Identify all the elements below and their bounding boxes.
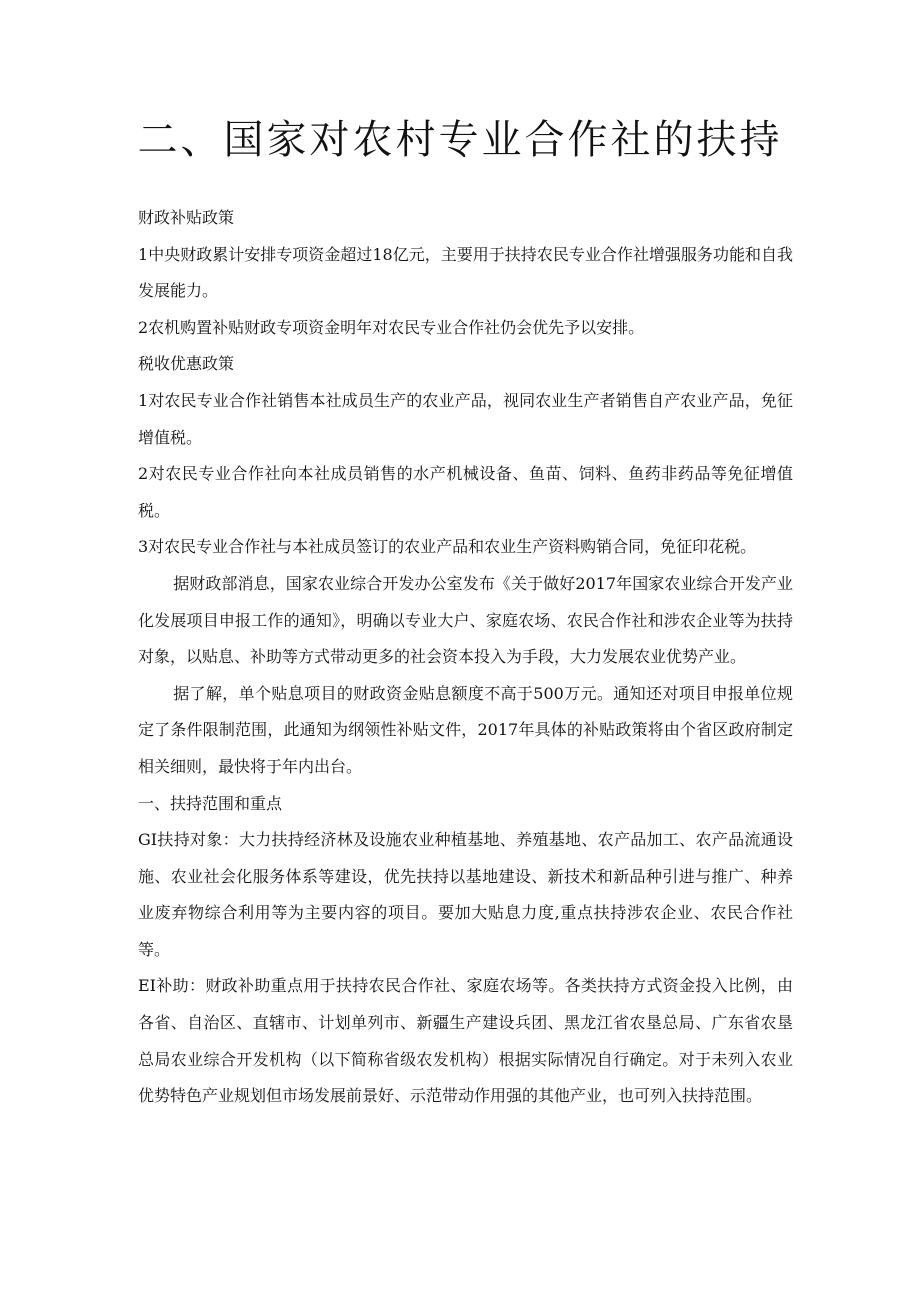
paragraph-vat-exemption-products: 1对农民专业合作社销售本社成员生产的农业产品，视同农业生产者销售自产农业产品，免征增值税。: [138, 390, 793, 447]
paragraph-support-targets: GI扶持对象：大力扶持经济林及设施农业种植基地、养殖基地、农产品加工、农产品流通设施、农业社会化服务体系等建设，优先扶持以基地建设、新技术和新品种引进与推广、种养业废弃物综合利用等为主要内容的项目。要加大贴息力度,重点扶持涉农企业、农民合作社等。: [138, 830, 793, 959]
paragraph-central-finance-funds: 1中央财政累计安排专项资金超过18亿元，主要用于扶持农民专业合作社增强服务功能和自我发展能力。: [138, 244, 793, 301]
paragraph-interest-subsidy-limit: 据了解，单个贴息项目的财政资金贴息额度不高于500万元。通知还对项目申报单位规定了条件限制范围，此通知为纲领性补贴文件，2017年具体的补贴政策将由个省区政府制定相关细则，最快将于年内出台。: [138, 683, 793, 776]
heading-support-scope: 一、扶持范围和重点: [138, 793, 283, 813]
document-body: [138, 200, 793, 1115]
paragraph-machinery-subsidy: 2农机购置补贴财政专项资金明年对农民专业合作社仍会优先予以安排。: [138, 317, 645, 337]
paragraph-vat-exemption-equipment: 2对农民专业合作社向本社成员销售的水产机械设备、鱼苗、饲料、鱼药非药品等免征增值税。: [138, 464, 793, 520]
heading-tax-preferential-policy: 税收优惠政策: [138, 354, 235, 374]
paragraph-stamp-duty-exemption: 3对农民专业合作社与本社成员签订的农业产品和农业生产资料购销合同，免征印花税。: [138, 537, 757, 557]
paragraph-subsidies: EI补助：财政补助重点用于扶持农民合作社、家庭农场等。各类扶持方式资金投入比例，由各省、自治区、直辖市、计划单列市、新疆生产建设兵团、黑龙江省农垦总局、广东省农垦总局农业综合开发机构（以下简称省级农发机构）根据实际情况自行确定。对于未列入农业优势特色产业规划但市场发展前景好、示范带动作用强的其他产业，也可列入扶持范围。: [138, 976, 793, 1106]
heading-fiscal-subsidy-policy: 财政补贴政策: [138, 208, 235, 227]
paragraph-ministry-notice: 据财政部消息，国家农业综合开发办公室发布《关于做好2017年国家农业综合开发产业化发展项目申报工作的通知》，明确以专业大户、家庭农场、农民合作社和涉农企业等为扶持对象，以贴息、补助等方式带动更多的社会资本投入为手段，大力发展农业优势产业。: [138, 573, 793, 667]
document-title: 二、国家对农村专业合作社的扶持: [137, 117, 783, 163]
